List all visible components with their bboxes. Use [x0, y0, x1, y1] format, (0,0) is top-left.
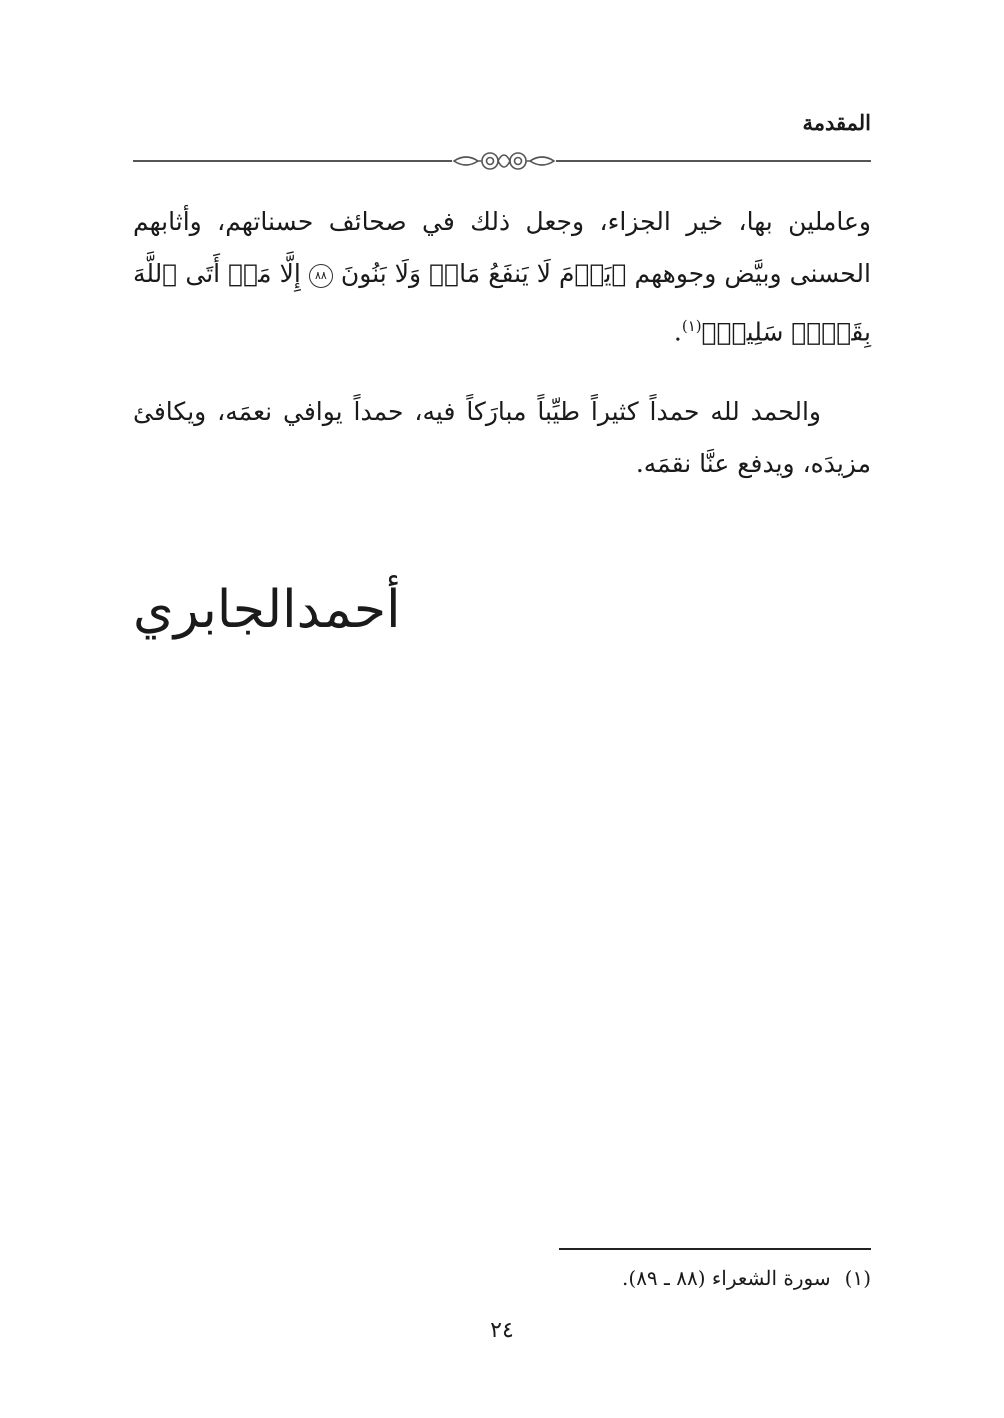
paragraph-1-end: . — [673, 317, 682, 347]
paragraph-1 — [133, 196, 871, 358]
quran-close-bracket: ﴾ — [701, 317, 717, 347]
verse-number-mark: ٨٨ — [309, 264, 333, 288]
paragraph-2: والحمد لله حمداً كثيراً طيِّباً مبارَكاً فيه، حمداً يوافي نعمَه، ويكافئ مزيدَه، ويدفع عنَّا نقمَه. — [133, 397, 871, 478]
footnote-rule — [559, 1248, 871, 1250]
page-number: ٢٤ — [490, 1318, 514, 1343]
footnote-number: (١) — [844, 1266, 871, 1290]
footnote — [622, 1266, 871, 1290]
quran-verse-part-1: يَوۡمَ لَا يَنفَعُ مَالٞ وَلَا بَنُونَ — [340, 259, 612, 288]
running-head: المقدمة — [802, 110, 871, 135]
quran-open-bracket: ﴿ — [611, 259, 627, 288]
footnote-reference[interactable]: (١) — [681, 317, 702, 335]
footnote-text: سورة الشعراء (٨٨ ـ ٨٩). — [622, 1266, 831, 1290]
author-signature: أحمدالجابري — [133, 580, 401, 640]
quran-verse-part-2: إِلَّا مَنۡ أَتَى ٱللَّهَ بِقَلۡبٖ سَلِيمٖ — [133, 259, 871, 347]
paragraph-1-text: وعاملين بها، خير الجزاء، وجعل ذلك في صحائف حسناتهم، وأثابهم الحسنى وبيَّض وجوههم — [133, 207, 871, 288]
header-ornament-icon — [452, 145, 556, 177]
